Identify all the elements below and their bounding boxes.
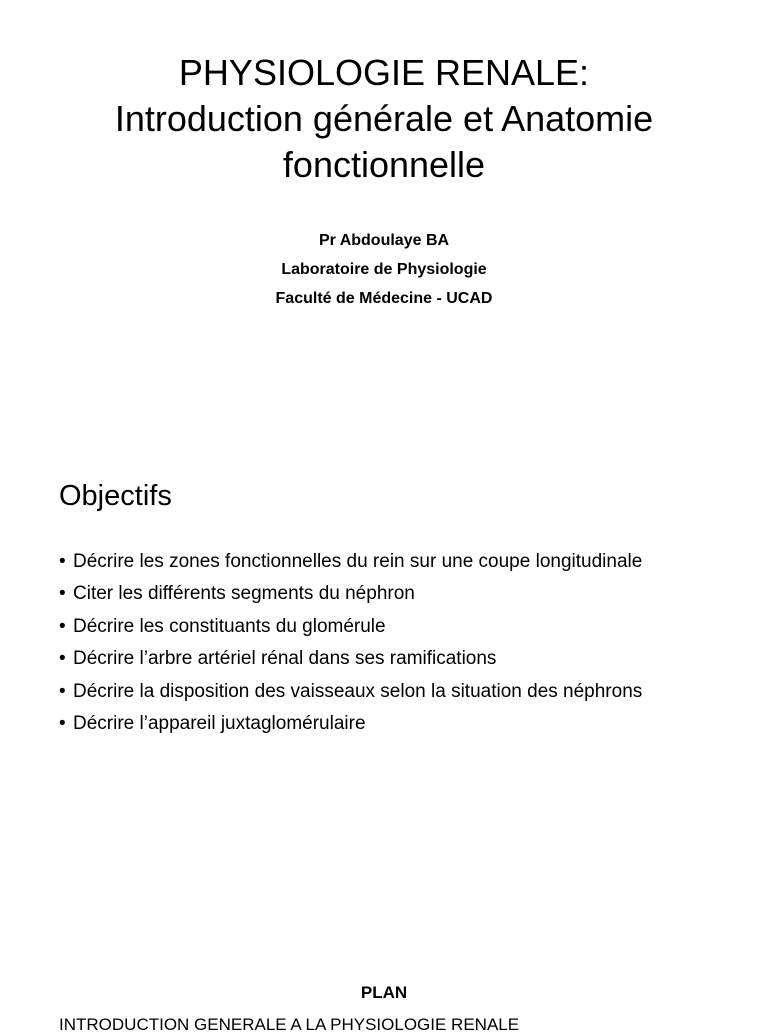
author-block [0,226,768,313]
bullet-icon: • [59,680,66,702]
title-line-2: Introduction générale et Anatomie [114,98,654,139]
objective-text: Décrire les constituants du glomérule [73,615,386,637]
author-name: Pr Abdoulaye BA [318,232,450,249]
faculty-name: Faculté de Médecine - UCAD [275,290,493,307]
objective-text: Décrire l’arbre artériel rénal dans ses ramifications [73,648,497,670]
title-line-3: fonctionnelle [282,144,486,185]
bullet-icon: • [59,648,66,670]
lab-name: Laboratoire de Physiologie [281,261,487,278]
bullet-icon: • [59,615,66,637]
plan-first-item: INTRODUCTION GENERALE A LA PHYSIOLOGIE RENALE [59,1015,520,1034]
plan-heading: PLAN [360,983,408,1002]
plan-slide [0,970,768,1034]
list-item [59,676,739,708]
list-item [59,578,739,610]
page-title [0,50,768,188]
objectives-heading: Objectifs [59,480,172,512]
list-item [59,643,739,675]
bullet-icon: • [59,583,66,605]
objectives-list [59,546,739,740]
objective-text: Décrire la disposition des vaisseaux selon la situation des néphrons [73,680,643,702]
bullet-icon: • [59,551,66,572]
objective-text: Décrire les zones fonctionnelles du rein sur une coupe longitudinale [73,551,643,572]
objectives-slide [0,440,768,960]
list-item [59,611,739,643]
title-line-1: PHYSIOLOGIE RENALE: [178,52,590,93]
list-item [59,708,739,740]
bullet-icon: • [59,713,66,735]
objective-text: Décrire l’appareil juxtaglomérulaire [73,713,366,735]
list-item [59,546,739,578]
objective-text: Citer les différents segments du néphron [73,583,415,605]
title-slide [0,0,768,430]
